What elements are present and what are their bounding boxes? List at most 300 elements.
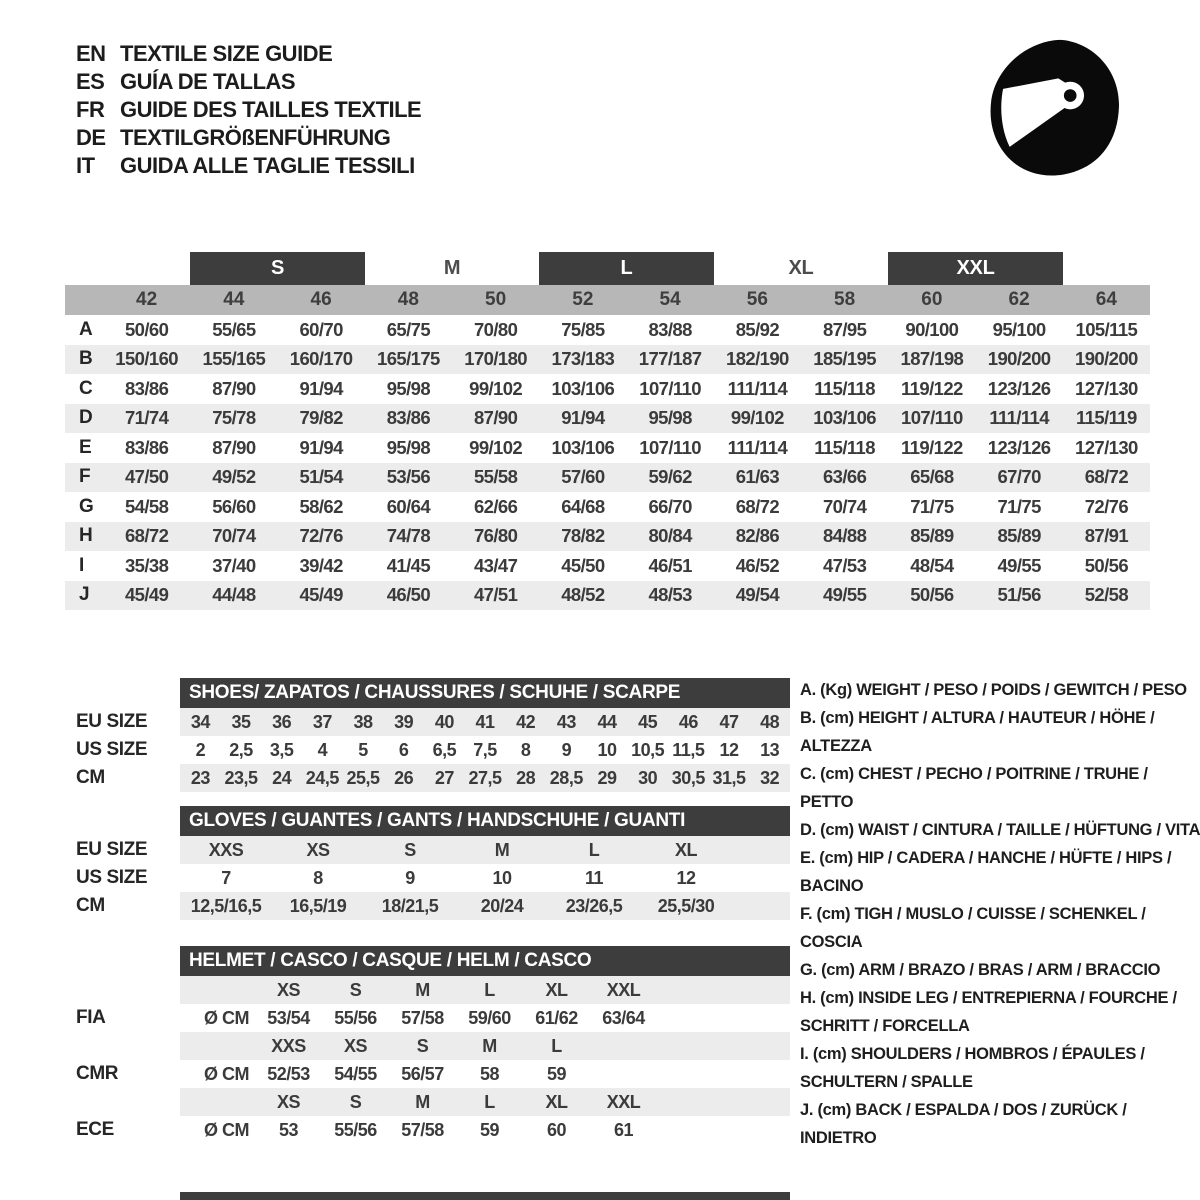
shoes-value: 37 (312, 711, 332, 732)
helmet-value: 59 (479, 1119, 500, 1140)
size-value: 52/58 (1084, 584, 1129, 606)
legend-item: E. (cm) HIP / CADERA / HANCHE / HÜFTE / HIPS / BACINO (800, 849, 1172, 895)
shoes-value: 24,5 (305, 767, 339, 788)
shoes-value: 25,5 (346, 767, 380, 788)
diameter-unit: Ø CM (204, 1007, 249, 1028)
language-title: GUIDA ALLE TAGLIE TESSILI (120, 153, 415, 178)
helmet-value: 59 (546, 1063, 567, 1084)
numeric-size: 48 (397, 289, 419, 310)
legend-item: F. (cm) TIGH / MUSLO / CUISSE / SCHENKEL / COSCIA (800, 905, 1146, 951)
gloves-value: 12,5/16,5 (190, 895, 262, 916)
gloves-value: S (404, 839, 416, 860)
size-value: 150/160 (115, 348, 178, 370)
size-value: 85/89 (910, 525, 954, 547)
size-row-e (65, 433, 1150, 463)
size-group-header-row (65, 252, 1150, 285)
gloves-row (180, 864, 790, 892)
gloves-row-label: US SIZE (76, 867, 148, 888)
shoes-row-label: US SIZE (76, 739, 148, 760)
size-value: 85/89 (997, 525, 1041, 547)
size-value: 60/70 (299, 318, 343, 340)
size-value: 49/54 (735, 584, 780, 606)
shoes-value: 30 (638, 767, 658, 788)
size-value: 66/70 (648, 495, 692, 517)
numeric-size: 46 (310, 289, 332, 310)
language-code: IT (76, 153, 95, 178)
gloves-value: 16,5/19 (289, 895, 347, 916)
gloves-value: 10 (492, 867, 512, 888)
shoes-value: 11,5 (672, 739, 705, 760)
size-value: 115/119 (1076, 407, 1137, 429)
gloves-section-title: GLOVES / GUANTES / GANTS / HANDSCHUHE / GUANTI (180, 806, 790, 836)
shoes-value: 10 (597, 739, 617, 760)
gloves-value: XXS (208, 839, 244, 860)
size-value: 72/76 (299, 525, 343, 547)
helmet-size-spacer (180, 976, 255, 1004)
size-value: 111/114 (727, 377, 788, 399)
language-row (76, 152, 421, 180)
size-group-l: L (539, 252, 714, 285)
helmet-value: 55/56 (334, 1007, 377, 1028)
size-value: 85/92 (735, 318, 780, 340)
legend-item: C. (cm) CHEST / PECHO / POITRINE / TRUHE / PETTO (800, 765, 1148, 811)
helmet-standard-label: ECE (76, 1119, 114, 1140)
shoes-value: 41 (475, 711, 495, 732)
helmet-size: L (484, 1091, 495, 1112)
shoes-value: 40 (434, 711, 454, 732)
size-value: 55/58 (473, 466, 518, 488)
size-value: 64/68 (561, 495, 605, 517)
size-group-s: S (190, 252, 365, 285)
shoes-value: 42 (516, 711, 536, 732)
diameter-unit: Ø CM (204, 1119, 249, 1140)
helmet-size: M (415, 1091, 430, 1112)
gloves-row (180, 836, 790, 864)
size-value: 54/58 (124, 495, 169, 517)
size-value: 45/49 (299, 584, 343, 606)
shoes-value: 36 (272, 711, 292, 732)
legend-item: D. (cm) WAIST / CINTURA / TAILLE / HÜFTUNG / VITA (800, 821, 1200, 839)
shoes-value: 23,5 (224, 767, 258, 788)
shoes-value: 8 (520, 739, 531, 760)
shoes-value: 2 (195, 739, 206, 760)
size-value: 155/165 (202, 348, 266, 370)
size-value: 46/50 (386, 584, 431, 606)
gloves-value: 8 (313, 867, 323, 888)
size-value: 57/60 (561, 466, 605, 488)
helmet-value: 59/60 (468, 1007, 511, 1028)
legend-item: H. (cm) INSIDE LEG / ENTREPIERNA / FOURCHE / SCHRITT / FORCELLA (800, 989, 1177, 1035)
numeric-size: 44 (223, 289, 245, 310)
language-title: TEXTILE SIZE GUIDE (120, 41, 333, 66)
size-value: 95/98 (648, 407, 692, 429)
helmet-size-row (180, 1088, 790, 1116)
size-value: 49/55 (822, 584, 867, 606)
size-value: 55/65 (212, 318, 256, 340)
size-row-h (65, 522, 1150, 552)
helmet-size: S (349, 979, 362, 1000)
size-value: 119/122 (901, 377, 963, 399)
helmet-standard-label: CMR (76, 1063, 119, 1084)
size-value: 37/40 (212, 554, 256, 576)
helmet-size: XL (545, 1091, 568, 1112)
shoes-row-label: CM (76, 767, 105, 788)
size-value: 95/98 (386, 436, 431, 458)
shoes-value: 47 (719, 711, 739, 732)
gloves-value: M (494, 839, 510, 860)
helmet-size: XXL (606, 1091, 641, 1112)
size-value: 43/47 (473, 554, 518, 576)
helmet-section-title: HELMET / CASCO / CASQUE / HELM / CASCO (180, 946, 790, 976)
size-value: 165/175 (377, 348, 440, 370)
gloves-value: 12 (676, 867, 696, 888)
size-value: 51/56 (997, 584, 1041, 606)
size-value: 190/200 (987, 348, 1051, 370)
size-value: 87/90 (212, 377, 256, 399)
size-value: 45/49 (124, 584, 169, 606)
size-value: 123/126 (987, 377, 1051, 399)
size-value: 48/53 (648, 584, 692, 606)
size-value: 91/94 (561, 407, 605, 429)
size-value: 62/66 (473, 495, 518, 517)
size-value: 59/62 (648, 466, 692, 488)
size-value: 50/60 (124, 318, 169, 340)
legend-item: A. (Kg) WEIGHT / PESO / POIDS / GEWITCH / PESO (800, 681, 1187, 699)
language-row (76, 124, 421, 152)
size-value: 53/56 (386, 466, 431, 488)
shoes-value: 46 (678, 711, 698, 732)
row-letter: I (79, 554, 85, 576)
size-row-i (65, 551, 1150, 581)
shoes-value: 34 (190, 711, 210, 732)
helmet-value: 58 (479, 1063, 500, 1084)
shoes-value: 38 (353, 711, 373, 732)
shoes-value: 43 (556, 711, 576, 732)
size-value: 39/42 (299, 554, 343, 576)
size-value: 115/118 (814, 436, 875, 458)
shoes-row-label: EU SIZE (76, 711, 148, 732)
size-value: 182/190 (726, 348, 789, 370)
shoes-value: 35 (231, 711, 251, 732)
language-row (76, 40, 421, 68)
numeric-size: 50 (485, 289, 507, 310)
shoes-value: 28,5 (549, 767, 583, 788)
size-value: 47/53 (822, 554, 867, 576)
size-value: 99/102 (730, 407, 784, 429)
helmet-size: XXS (271, 1035, 306, 1056)
helmet-value: 57/58 (401, 1119, 444, 1140)
language-code: FR (76, 97, 105, 122)
helmet-size: L (484, 979, 495, 1000)
helmet-value-row (180, 1116, 790, 1144)
size-value: 45/50 (561, 554, 605, 576)
helmet-size-spacer (180, 1088, 255, 1116)
helmet-value: 63/64 (602, 1007, 645, 1028)
size-row-c (65, 374, 1150, 404)
size-table-rows (65, 315, 1150, 610)
helmet-value: 53/54 (267, 1007, 310, 1028)
language-title: GUIDE DES TAILLES TEXTILE (120, 97, 422, 122)
numeric-size: 58 (834, 289, 856, 310)
size-value: 83/86 (386, 407, 431, 429)
numeric-size: 56 (746, 289, 768, 310)
size-row-j (65, 581, 1150, 611)
size-value: 80/84 (648, 525, 692, 547)
textile-size-table (65, 252, 1150, 610)
shoes-value: 27,5 (468, 767, 502, 788)
size-value: 84/88 (822, 525, 867, 547)
helmet-size-row (180, 976, 790, 1004)
gloves-value: L (588, 839, 600, 860)
shoes-value: 44 (597, 711, 617, 732)
numeric-size-row (65, 285, 1150, 315)
gloves-row-label: EU SIZE (76, 839, 148, 860)
language-title-list (76, 40, 421, 180)
size-value: 103/106 (813, 407, 876, 429)
size-value: 107/110 (639, 436, 701, 458)
size-value: 71/75 (997, 495, 1041, 517)
shoes-value: 48 (760, 711, 780, 732)
gloves-value: 25,5/30 (657, 895, 715, 916)
shoes-value: 13 (760, 739, 780, 760)
size-value: 61/63 (735, 466, 780, 488)
helmet-value: 60 (546, 1119, 567, 1140)
gloves-value: XL (674, 839, 697, 860)
size-value: 50/56 (1084, 554, 1129, 576)
helmet-value: 61/62 (535, 1007, 578, 1028)
size-row-g (65, 492, 1150, 522)
size-value: 99/102 (469, 436, 523, 458)
shoes-value: 27 (434, 767, 454, 788)
size-value: 103/106 (551, 377, 615, 399)
gloves-value: 11 (584, 867, 604, 888)
size-value: 90/100 (905, 318, 959, 340)
shoes-row (180, 764, 790, 792)
gloves-value: 18/21,5 (381, 895, 439, 916)
size-value: 115/118 (814, 377, 875, 399)
size-value: 107/110 (639, 377, 701, 399)
size-value: 87/90 (473, 407, 518, 429)
helmet-value: 53 (278, 1119, 299, 1140)
legend-item: J. (cm) BACK / ESPALDA / DOS / ZURÜCK / INDIETRO (800, 1101, 1127, 1147)
size-value: 91/94 (299, 377, 343, 399)
size-value: 78/82 (561, 525, 605, 547)
size-value: 50/56 (910, 584, 954, 606)
size-value: 63/66 (822, 466, 867, 488)
size-group-m: M (443, 257, 461, 279)
helmet-size-row (180, 1032, 790, 1060)
helmet-size (590, 1032, 657, 1060)
row-letter: A (79, 318, 93, 340)
helmet-size: XS (276, 979, 300, 1000)
shoes-value: 29 (597, 767, 617, 788)
size-value: 47/51 (473, 584, 518, 606)
size-value: 46/52 (735, 554, 780, 576)
shoes-value: 45 (638, 711, 658, 732)
helmet-icon (982, 24, 1140, 196)
shoes-value: 9 (561, 739, 572, 760)
helmet-size: L (551, 1035, 562, 1056)
size-value: 56/60 (212, 495, 256, 517)
helmet-size: M (415, 979, 430, 1000)
size-value: 71/74 (124, 407, 169, 429)
gloves-value: 9 (405, 867, 415, 888)
language-code: DE (76, 125, 106, 150)
row-letter: H (79, 525, 93, 547)
shoes-value: 12 (719, 739, 739, 760)
size-group-xxl: XXL (888, 252, 1063, 285)
legend-item: G. (cm) ARM / BRAZO / BRAS / ARM / BRACCIO (800, 961, 1161, 979)
shoes-row (180, 736, 790, 764)
helmet-size: M (482, 1035, 497, 1056)
numeric-size: 52 (572, 289, 594, 310)
helmet-size: XL (545, 979, 568, 1000)
size-value: 51/54 (299, 466, 343, 488)
row-letter: E (79, 436, 92, 458)
size-value: 76/80 (473, 525, 518, 547)
size-value: 185/195 (813, 348, 876, 370)
size-value: 111/114 (727, 436, 788, 458)
language-row (76, 96, 421, 124)
language-code: ES (76, 69, 105, 94)
helmet-value-row (180, 1060, 790, 1088)
language-row (76, 68, 421, 96)
helmet-value: 54/55 (334, 1063, 377, 1084)
gloves-value: 23/26,5 (565, 895, 623, 916)
size-value: 58/62 (299, 495, 343, 517)
row-letter: C (79, 377, 93, 399)
helmet-value: 57/58 (401, 1007, 444, 1028)
row-letter: F (79, 466, 91, 488)
size-value: 41/45 (386, 554, 431, 576)
numeric-size: 62 (1008, 289, 1030, 310)
size-value: 95/98 (386, 377, 431, 399)
size-value: 83/86 (124, 436, 169, 458)
size-value: 46/51 (648, 554, 692, 576)
size-value: 65/75 (386, 318, 431, 340)
gloves-value: XS (306, 839, 330, 860)
helmet-value: 52/53 (267, 1063, 310, 1084)
size-value: 127/130 (1075, 377, 1138, 399)
size-value: 74/78 (386, 525, 431, 547)
gloves-row-label: CM (76, 895, 105, 916)
shoes-value: 10,5 (631, 739, 665, 760)
shoes-value: 7,5 (473, 739, 497, 760)
size-value: 49/52 (212, 466, 256, 488)
size-value: 190/200 (1075, 348, 1138, 370)
helmet-value: 61 (613, 1119, 634, 1140)
size-group-xl: XL (788, 257, 814, 279)
helmet-standard-label: FIA (76, 1007, 106, 1028)
size-value: 187/198 (900, 348, 964, 370)
size-value: 70/80 (473, 318, 518, 340)
helmet-size: S (349, 1091, 362, 1112)
size-value: 107/110 (901, 407, 963, 429)
helmet-value: 56/57 (401, 1063, 444, 1084)
size-value: 119/122 (901, 436, 963, 458)
size-value: 87/90 (212, 436, 256, 458)
size-value: 111/114 (989, 407, 1049, 429)
helmet-value (590, 1060, 657, 1088)
helmet-size: XS (343, 1035, 367, 1056)
numeric-row-spacer (65, 285, 103, 315)
size-value: 95/100 (992, 318, 1046, 340)
legend-item: I. (cm) SHOULDERS / HOMBROS / ÉPAULES / SCHULTERN / SPALLE (800, 1045, 1145, 1091)
shoes-value: 26 (394, 767, 414, 788)
size-value: 48/52 (561, 584, 605, 606)
size-value: 70/74 (822, 495, 867, 517)
size-value: 105/115 (1075, 318, 1138, 340)
shoes-value: 24 (272, 767, 292, 788)
visor-pivot-inner (1064, 89, 1077, 102)
shoes-value: 39 (394, 711, 414, 732)
size-row-d (65, 404, 1150, 434)
helmet-value: 55/56 (334, 1119, 377, 1140)
language-title: GUÍA DE TALLAS (120, 69, 296, 94)
size-value: 75/85 (561, 318, 605, 340)
size-value: 123/126 (987, 436, 1051, 458)
size-value: 75/78 (212, 407, 256, 429)
shoes-row (180, 708, 790, 736)
shoes-value: 2,5 (229, 739, 253, 760)
size-value: 83/88 (648, 318, 692, 340)
row-letter: D (79, 407, 93, 429)
size-value: 65/68 (910, 466, 954, 488)
size-value: 72/76 (1084, 495, 1129, 517)
size-value: 71/75 (910, 495, 954, 517)
shoes-value: 6,5 (432, 739, 457, 760)
size-value: 87/95 (822, 318, 867, 340)
measurement-legend (800, 676, 1200, 1152)
size-value: 170/180 (464, 348, 527, 370)
size-value: 87/91 (1084, 525, 1129, 547)
size-value: 68/72 (124, 525, 169, 547)
size-value: 68/72 (735, 495, 780, 517)
gloves-value: 7 (221, 867, 231, 888)
size-value: 91/94 (299, 436, 343, 458)
helmet-value-row (180, 1004, 790, 1032)
size-value: 60/64 (386, 495, 431, 517)
size-row-f (65, 463, 1150, 493)
language-title: TEXTILGRÖßENFÜHRUNG (120, 125, 391, 150)
size-value: 79/82 (299, 407, 343, 429)
size-value: 48/54 (910, 554, 954, 576)
size-value: 99/102 (469, 377, 523, 399)
helmet-size: XS (276, 1091, 300, 1112)
size-value: 160/170 (289, 348, 353, 370)
row-letter: G (79, 495, 94, 517)
size-value: 83/86 (124, 377, 169, 399)
size-value: 127/130 (1075, 436, 1138, 458)
size-row-b (65, 345, 1150, 375)
size-value: 44/48 (212, 584, 256, 606)
shoes-value: 4 (317, 739, 328, 760)
size-value: 70/74 (212, 525, 256, 547)
size-value: 49/55 (997, 554, 1041, 576)
shoes-value: 5 (358, 739, 368, 760)
row-letter: B (79, 348, 93, 370)
numeric-size: 42 (136, 289, 158, 310)
cut-off-section-bar (180, 1192, 790, 1200)
helmet-size: S (416, 1035, 429, 1056)
shoes-value: 30,5 (671, 767, 705, 788)
shoes-value: 23 (190, 767, 210, 788)
shoes-value: 31,5 (712, 767, 746, 788)
size-row-a (65, 315, 1150, 345)
diameter-unit: Ø CM (204, 1063, 249, 1084)
size-value: 103/106 (551, 436, 615, 458)
shoes-section-title: SHOES/ ZAPATOS / CHAUSSURES / SCHUHE / SCARPE (180, 678, 790, 708)
